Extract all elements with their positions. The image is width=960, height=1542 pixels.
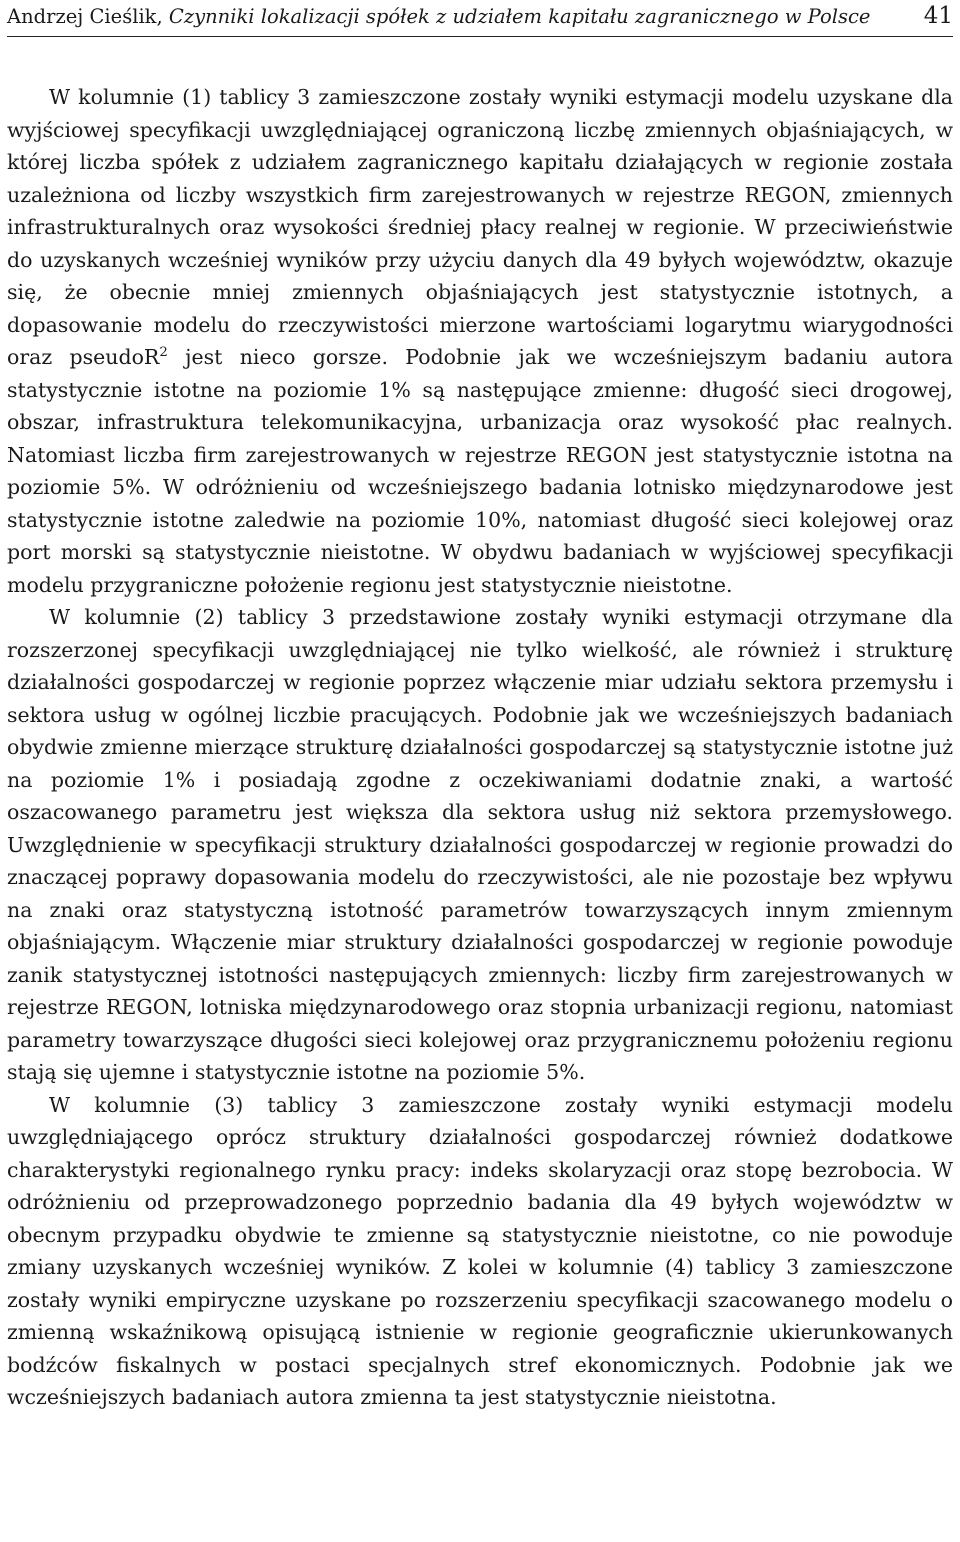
- page-number: 41: [923, 3, 953, 29]
- body-text: [7, 81, 953, 1414]
- paragraph-1-text-b: jest nieco gorsze. Podobnie jak we wcześniejszym badaniu autora statystycznie istotne na poziomie 1% są następujące zmienne: długość sieci drogowej, obszar, infrastruktura telekomunikacyjna, urbanizacja oraz wysokość płac realnych. Natomiast liczba firm zarejestrowanych w rejestrze REGON jest statystycznie istotna na poziomie 5%. W odróżnieniu od wcześniejszego badania lotnisko międzynarodowe jest statystycznie istotne zaledwie na poziomie 10%, natomiast długość sieci kolejowej oraz port morski są statystycznie nieistotne. W obydwu badaniach w wyjściowej specyfikacji modelu przygraniczne położenie regionu jest statystycznie nieistotne.: [7, 345, 953, 597]
- document-page: [7, 0, 953, 1414]
- paragraph-1: [7, 81, 953, 601]
- running-header: [7, 0, 953, 37]
- header-title: Czynniki lokalizacji spółek z udziałem kapitału zagranicznego w Polsce: [168, 5, 871, 28]
- header-citation: [7, 4, 870, 30]
- paragraph-1-text-a: W kolumnie (1) tablicy 3 zamieszczone zostały wyniki estymacji modelu uzyskane dla wyjściowej specyfikacji uwzględniającej ograniczoną liczbę zmiennych objaśniających, w której liczba spółek z udziałem zagranicznego kapitału działających w regionie została uzależniona od liczby wszystkich firm zarejestrowanych w rejestrze REGON, zmiennych infrastrukturalnych oraz wysokości średniej płacy realnej w regionie. W przeciwieństwie do uzyskanych wcześniej wyników przy użyciu danych dla 49 byłych województw, okazuje się, że obecnie mniej zmiennych objaśniających jest statystycznie istotnych, a dopasowanie modelu do rzeczywistości mierzone wartościami logarytmu wiarygodności oraz pseudoR: [7, 85, 953, 369]
- header-author: Andrzej Cieślik,: [7, 5, 163, 28]
- paragraph-2: W kolumnie (2) tablicy 3 przedstawione zostały wyniki estymacji otrzymane dla rozszerzonej specyfikacji uwzględniającej nie tylko wielkość, ale również i strukturę działalności gospodarczej w regionie poprzez włączenie miar udziału sektora przemysłu i sektora usług w ogólnej liczbie pracujących. Podobnie jak we wcześniejszych badaniach obydwie zmienne mierzące strukturę działalności gospodarczej są statystycznie istotne już na poziomie 1% i posiadają zgodne z oczekiwaniami dodatnie znaki, a wartość oszacowanego parametru jest większa dla sektora usług niż sektora przemysłowego. Uwzględnienie w specyfikacji struktury działalności gospodarczej w regionie prowadzi do znaczącej poprawy dopasowania modelu do rzeczywistości, ale nie pozostaje bez wpływu na znaki oraz statystyczną istotność parametrów towarzyszących innym zmiennym objaśniającym. Włączenie miar struktury działalności gospodarczej w regionie powoduje zanik statystycznej istotności następujących zmiennych: liczby firm zarejestrowanych w rejestrze REGON, lotniska międzynarodowego oraz stopnia urbanizacji regionu, natomiast parametry towarzyszące długości sieci kolejowej oraz przygranicznemu położeniu regionu stają się ujemne i statystycznie istotne na poziomie 5%.: [7, 605, 953, 1084]
- paragraph-3: W kolumnie (3) tablicy 3 zamieszczone zostały wyniki estymacji modelu uwzględniającego oprócz struktury działalności gospodarczej również dodatkowe charakterystyki regionalnego rynku pracy: indeks skolaryzacji oraz stopę bezrobocia. W odróżnieniu od przeprowadzonego poprzednio badania dla 49 byłych województw w obecnym przypadku obydwie te zmienne są statystycznie nieistotne, co nie powoduje zmiany uzyskanych wcześniej wyników. Z kolei w kolumnie (4) tablicy 3 zamieszczone zostały wyniki empiryczne uzyskane po rozszerzeniu specyfikacji szacowanego modelu o zmienną wskaźnikową opisującą istnienie w regionie geograficznie ukierunkowanych bodźców fiskalnych w postaci specjalnych stref ekonomicznych. Podobnie jak we wcześniejszych badaniach autora zmienna ta jest statystycznie nieistotna.: [7, 1092, 953, 1409]
- superscript-2: 2: [159, 345, 168, 361]
